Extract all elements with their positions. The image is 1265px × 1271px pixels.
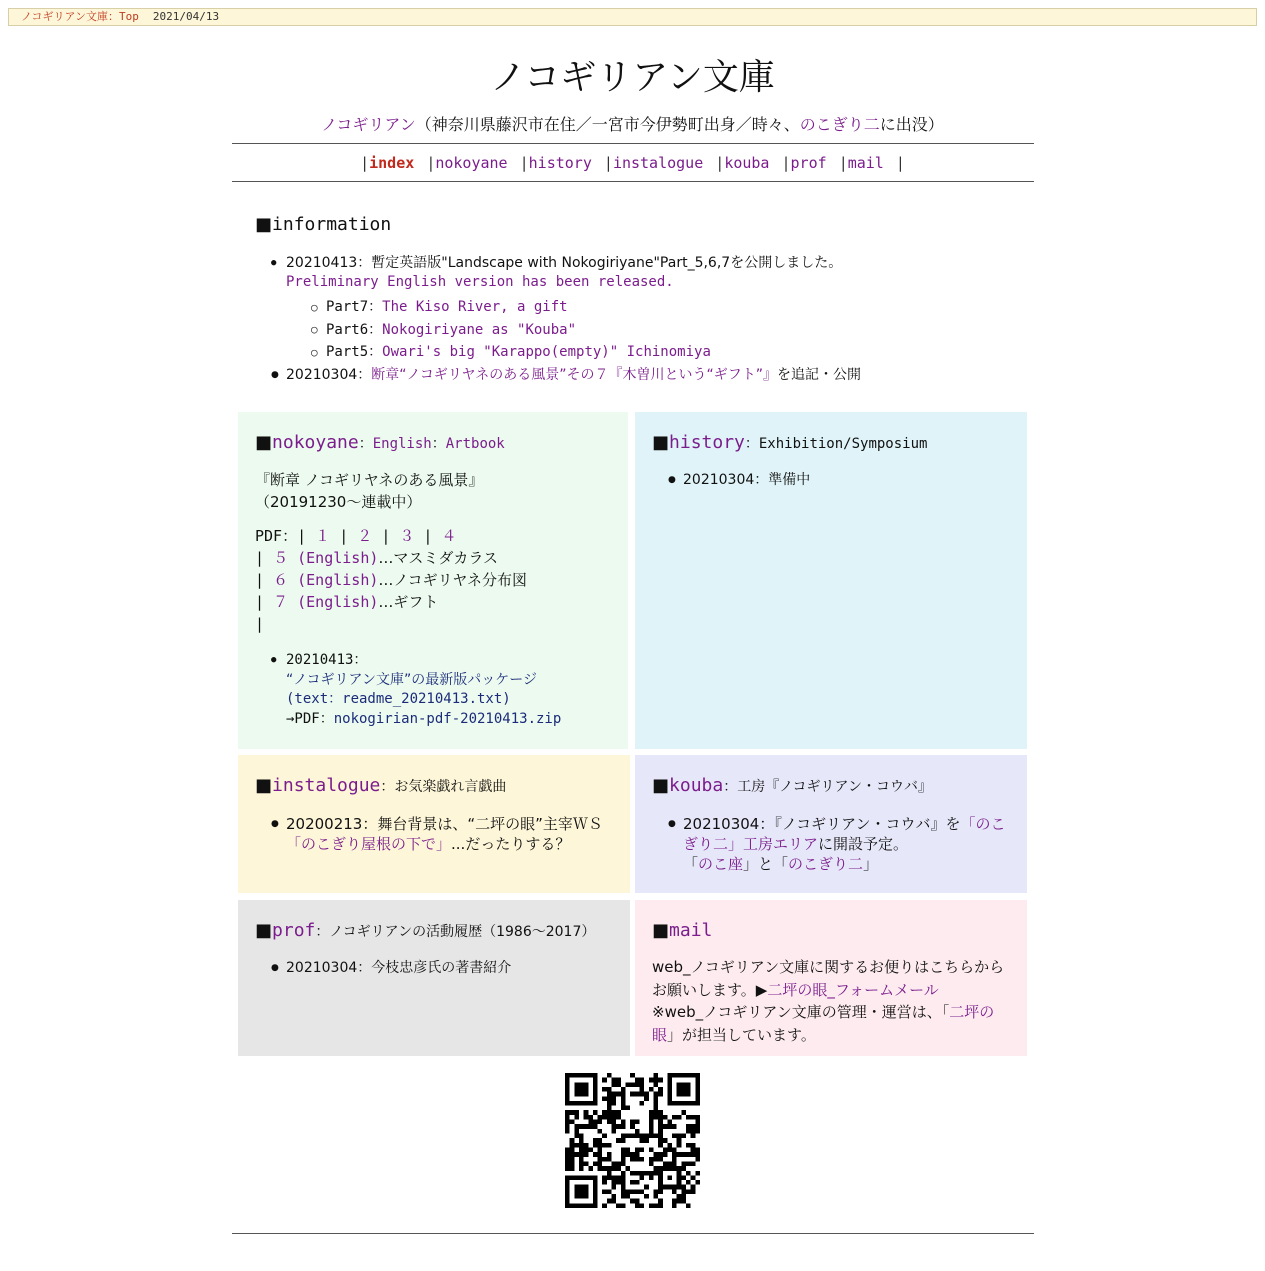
info-item-text: を追記・公開	[777, 367, 862, 383]
history-list	[683, 471, 1011, 490]
history-link[interactable]: history	[669, 432, 745, 453]
author-link[interactable]: ノコギリアン	[321, 115, 416, 134]
list-item: ● 20210304：今枝忠彦氏の著書紹介	[286, 959, 614, 978]
pipe: |	[423, 527, 433, 545]
nav-separator: |	[838, 154, 848, 172]
information-heading	[255, 212, 1015, 238]
news-date: 20210413：	[286, 652, 368, 668]
instalogue-heading	[255, 773, 614, 800]
item-text: 20210304：『ノコギリアン・コウバ』を	[683, 815, 961, 833]
pdf-row	[255, 525, 612, 547]
english-link[interactable]: English	[372, 436, 432, 452]
kouba-desc: ：工房『ノコギリアン・コウバ』	[723, 779, 932, 795]
qr-code-icon	[565, 1073, 700, 1208]
prof-desc: ：ノコギリアンの活動履歴（1986〜2017）	[315, 924, 596, 940]
item-text: に開設予定。	[818, 835, 909, 853]
information-list	[286, 254, 1015, 386]
nav-separator: |	[519, 154, 529, 172]
book-title: 『断章 ノコギリヤネのある風景』	[255, 471, 484, 489]
nav-item-nokoyane[interactable]: nokoyane	[435, 154, 508, 172]
pipe: |	[255, 571, 265, 589]
pdf-label: →PDF：	[286, 710, 334, 727]
top-bar	[8, 8, 1257, 26]
nav-item-index[interactable]: index	[369, 154, 415, 172]
part-label: Part6：	[326, 322, 383, 338]
square-icon: ■	[255, 775, 273, 796]
pdf-desc: …ギフト	[378, 593, 439, 611]
nav-separator: |	[781, 154, 791, 172]
list-item: ● 20210304：準備中	[683, 471, 1011, 490]
nav-item-mail[interactable]: mail	[847, 154, 884, 172]
list-item	[683, 814, 1011, 874]
readme-link[interactable]: (text：readme_20210413.txt)	[286, 691, 511, 707]
artbook-link[interactable]: Artbook	[445, 436, 505, 452]
nokoyane-panel	[238, 412, 628, 749]
history-panel	[635, 412, 1027, 749]
divider-top	[232, 143, 1034, 144]
breadcrumb[interactable]: ノコギリアン文庫：Top	[21, 10, 139, 23]
mail-line: お願いします。▶	[652, 980, 768, 999]
history-desc: ：Exhibition/Symposium	[744, 436, 928, 452]
prof-link[interactable]: prof	[272, 920, 316, 941]
pipe: |	[255, 593, 265, 611]
zip-link[interactable]: nokogirian-pdf-20210413.zip	[333, 710, 562, 727]
information-section	[255, 212, 1015, 386]
nokogiri-ni-link[interactable]: のこぎり二	[799, 115, 880, 134]
kouba-panel	[635, 755, 1027, 893]
item-text: 20200213：舞台背景は、“二坪の眼”主宰ＷＳ	[286, 815, 603, 833]
item-text: 「	[683, 855, 699, 873]
form-mail-link[interactable]: 二坪の眼_フォームメール	[767, 980, 939, 999]
square-icon: ■	[255, 214, 273, 235]
prof-list	[286, 959, 614, 978]
mail-panel	[635, 900, 1027, 1056]
divider-nav	[232, 181, 1034, 182]
info-item-date: 20210304：	[286, 367, 372, 383]
pdf-link-4[interactable]: ４	[441, 527, 457, 545]
square-icon: ■	[652, 432, 670, 453]
pdf-link-6[interactable]: ６	[273, 571, 289, 589]
prof-heading	[255, 918, 614, 945]
prof-panel	[238, 900, 630, 1056]
pipe: |	[255, 615, 265, 633]
divider-bottom	[232, 1233, 1034, 1234]
list-item	[286, 814, 614, 854]
pdf-link-6-english[interactable]: (English)	[297, 571, 379, 589]
nokoyane-news	[286, 651, 612, 729]
chapter7-link[interactable]: 断章“ノコギリヤネのある風景”その７『木曽川という“ギフト”』	[371, 367, 778, 383]
item-text: ...だったりする？	[451, 835, 571, 853]
workshop-link[interactable]: 「のこぎり屋根の下で」	[286, 835, 452, 853]
part7-link[interactable]: The Kiso River, a gift	[382, 299, 568, 315]
mail-line: web_ノコギリアン文庫に関するお便りはこちらから	[652, 958, 1005, 976]
pdf-label: PDF：	[255, 527, 298, 545]
pdf-link-5-english[interactable]: (English)	[297, 549, 379, 567]
square-icon: ■	[255, 432, 273, 453]
mail-heading	[652, 918, 1011, 944]
kouba-list	[683, 814, 1011, 874]
nav-separator: |	[603, 154, 613, 172]
item-text: 」	[863, 855, 879, 873]
nav-separator: |	[895, 154, 905, 172]
pdf-row	[255, 547, 612, 569]
pdf-link-2[interactable]: ２	[357, 527, 373, 545]
part6-link[interactable]: Nokogiriyane as "Kouba"	[382, 322, 577, 338]
subtitle	[0, 114, 1265, 136]
pdf-desc: …マスミダカラス	[378, 549, 498, 567]
kobo-area-link[interactable]: 「のこぎり二」工房エリア	[683, 815, 1006, 853]
nokogiri-ni-link[interactable]: のこぎり二	[788, 855, 864, 873]
history-heading	[652, 430, 1011, 457]
part-label: Part5：	[326, 344, 383, 360]
heading-sep: ：	[431, 436, 446, 452]
square-icon: ■	[652, 920, 670, 941]
list-item	[286, 651, 612, 729]
mail-line: ※web_ノコギリアン文庫の管理・運営は、「	[652, 1003, 950, 1021]
pipe: |	[255, 549, 265, 567]
mail-link[interactable]: mail	[669, 920, 713, 941]
list-item	[286, 254, 1015, 364]
pdf-row	[255, 591, 612, 613]
package-link[interactable]: “ノコギリアン文庫”の最新版パッケージ	[286, 671, 537, 688]
nav-item-prof[interactable]: prof	[790, 154, 827, 172]
pdf-link-7[interactable]: ７	[273, 593, 289, 611]
pdf-desc: …ノコギリヤネ分布図	[378, 571, 528, 589]
list-item	[326, 319, 1015, 341]
book-period: （20191230〜連載中）	[255, 493, 422, 511]
date-stamp: 2021/04/13	[152, 10, 220, 23]
pdf-link-5[interactable]: ５	[273, 549, 289, 567]
part-label: Part7：	[326, 299, 383, 315]
mail-line: 」が担当しています。	[667, 1025, 816, 1044]
pdf-list	[255, 525, 612, 635]
nav-item-history[interactable]: history	[528, 154, 592, 172]
main-nav	[0, 152, 1265, 174]
item-text: 」と「	[743, 855, 789, 873]
nav-item-instalogue[interactable]: instalogue	[612, 154, 704, 172]
nav-item-kouba[interactable]: kouba	[724, 154, 770, 172]
pdf-link-3[interactable]: ３	[399, 527, 415, 545]
nav-separator: |	[426, 154, 436, 172]
square-icon: ■	[255, 920, 273, 941]
info-item-english: Preliminary English version has been released.	[286, 274, 674, 290]
information-title: information	[272, 214, 392, 235]
pipe: |	[339, 527, 349, 545]
pdf-link-1[interactable]: １	[315, 527, 331, 545]
list-item	[286, 364, 1015, 386]
info-item-text: 20210413：暫定英語版"Landscape with Nokogiriyane"Part_5,6,7を公開しました。	[286, 255, 843, 271]
list-item	[326, 341, 1015, 364]
nokoza-link[interactable]: のこ座	[698, 855, 744, 873]
pipe: |	[381, 527, 391, 545]
mail-text	[652, 956, 1011, 1046]
heading-sep: ：	[358, 436, 373, 452]
subtitle-text: （神奈川県藤沢市在住／一宮市今伊勢町出身／時々、	[415, 115, 800, 134]
pdf-link-7-english[interactable]: (English)	[297, 593, 379, 611]
square-icon: ■	[652, 775, 670, 796]
instalogue-desc: ：お気楽戯れ言戯曲	[380, 779, 507, 795]
instalogue-panel	[238, 755, 630, 893]
pipe: |	[297, 527, 307, 545]
list-item	[326, 296, 1015, 319]
instalogue-link[interactable]: instalogue	[272, 775, 381, 796]
subtitle-end: に出没）	[879, 115, 944, 134]
nokoyane-link[interactable]: nokoyane	[272, 432, 359, 453]
nitsubo-link[interactable]: 二坪の	[949, 1003, 995, 1021]
page-title: ノコギリアン文庫	[490, 57, 775, 98]
nokoyane-heading	[255, 430, 612, 457]
instalogue-list	[286, 814, 614, 854]
kouba-heading	[652, 773, 1011, 800]
parts-list	[326, 296, 1015, 364]
part5-link[interactable]: Owari's big "Karappo(empty)" Ichinomiya	[382, 344, 711, 360]
nav-separator: |	[715, 154, 725, 172]
nitsubo-link-cont[interactable]: 眼	[652, 1025, 668, 1044]
nav-separator: |	[360, 154, 370, 172]
pdf-row	[255, 569, 612, 591]
kouba-link[interactable]: kouba	[669, 775, 724, 796]
